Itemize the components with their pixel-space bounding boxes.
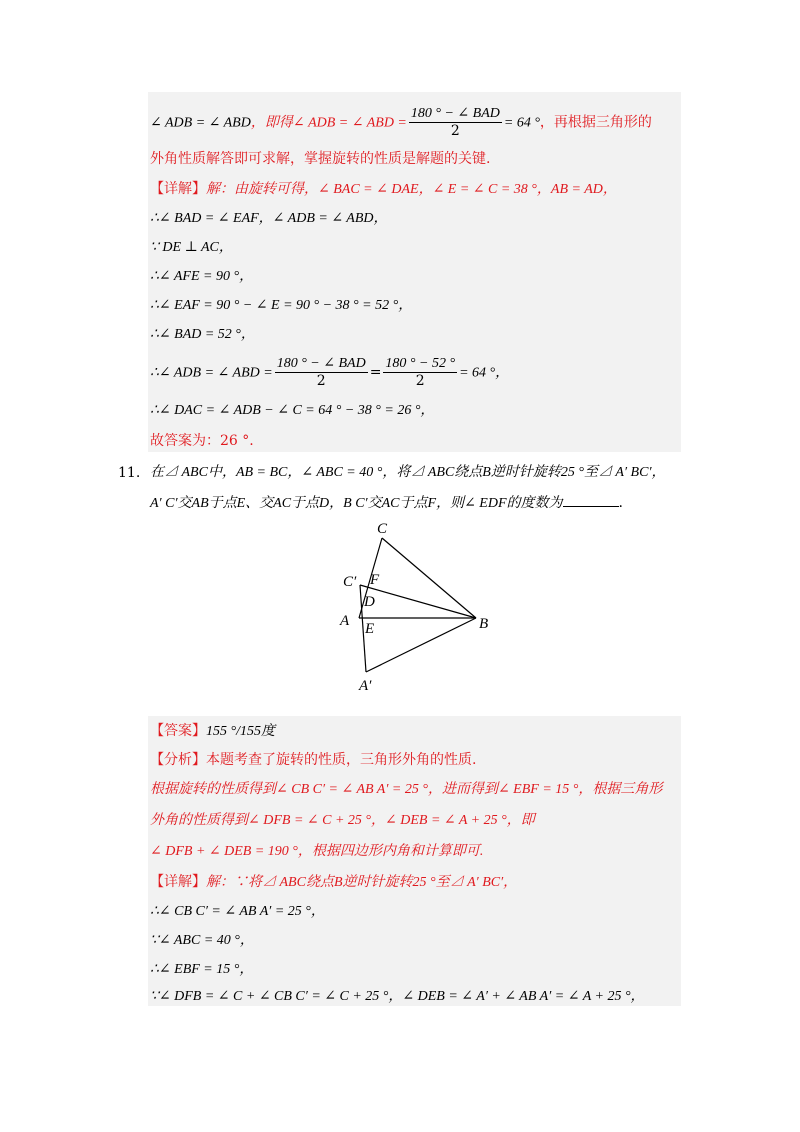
label-D: D <box>364 594 375 610</box>
step-line: ∴∠ DAC = ∠ ADB − ∠ C = 64 ° − 38 ° = 26 °， <box>150 403 435 418</box>
step-line: ∴∠ EAF = 90 ° − ∠ E = 90 ° − 38 ° = 52 °， <box>150 298 413 313</box>
step-line: ∴∠ CB C′ = ∠ AB A′ = 25 °， <box>150 904 325 919</box>
detail-tag: 【详解】 <box>150 181 206 197</box>
equation: = 64 °， <box>459 365 510 381</box>
step-line: ∵∠ ABC = 40 °， <box>150 933 254 948</box>
fraction-numerator: 180 ° − 52 ° <box>385 356 456 371</box>
analysis-text: 本题考查了旋转的性质，三角形外角的性质. <box>206 752 477 768</box>
label-A-prime: A′ <box>359 678 372 690</box>
label-C: C <box>377 521 388 537</box>
fraction-denominator: 2 <box>316 373 326 389</box>
step-line: ∵ DE ⊥ AC， <box>150 240 233 255</box>
question-line-2 <box>150 494 623 513</box>
segment-CB <box>382 538 476 618</box>
answer-line: 故答案为：26 °. <box>150 433 254 449</box>
question-text: A′ C′交AB于点E、交AC于点D，B C′交AC于点F，则∠ EDF的度数为 <box>150 496 563 511</box>
equation: ∴∠ ADB = ∠ ABD = <box>150 365 273 381</box>
fraction-denominator: 2 <box>415 373 425 389</box>
question-number: 11. <box>118 465 141 481</box>
analysis-line: 根据旋转的性质得到∠ CB C′ = ∠ AB A′ = 25 °，进而得到∠ EBF = 15 °，根据三角形 <box>150 782 663 797</box>
label-E: E <box>365 621 375 637</box>
label-F: F <box>370 572 380 588</box>
answer-line <box>150 722 275 741</box>
equation: = 64 ° <box>503 115 540 131</box>
answer-text: 155 °/155度 <box>206 724 275 739</box>
detail-text: 解：由旋转可得，∠ BAC = ∠ DAE，∠ E = ∠ C = 38 °，AB = AD， <box>206 182 617 197</box>
analysis-tag: 【分析】 <box>150 752 206 768</box>
analysis-text: ，再根据三角形的 <box>539 114 652 131</box>
segment-A'B <box>366 618 476 672</box>
step-line: ∴∠ AFE = 90 °， <box>150 269 254 284</box>
geometry-figure <box>330 520 510 690</box>
analysis-line: ∠ DFB + ∠ DEB = 190 °，根据四边形内角和计算即可. <box>150 844 484 859</box>
analysis-line <box>150 751 476 769</box>
fraction-numerator: 180 ° − ∠ BAD <box>410 106 500 121</box>
fraction-denominator: 2 <box>450 123 460 139</box>
label-C-prime: C′ <box>343 574 357 590</box>
equation: ，即得∠ ADB = ∠ ABD = <box>250 115 407 131</box>
detail-tag: 【详解】 <box>150 874 206 890</box>
fraction <box>275 356 368 389</box>
question-period: . <box>618 495 623 511</box>
step-line: ∴∠ EBF = 15 °， <box>150 962 254 977</box>
label-B: B <box>479 616 489 632</box>
step-line: ∴∠ ADB = ∠ ABD = $\frac{\text{180 ° − ∠ BAD}}{2}$ = $\frac{180 ^\circ - 52 ^\circ}{2}$ = 64 °， <box>150 356 510 389</box>
answer-tag: 【答案】 <box>150 723 206 739</box>
analysis-line-1 <box>150 106 652 139</box>
answer-blank <box>563 494 619 507</box>
segment-C'B <box>360 585 476 618</box>
step-line: ∴∠ BAD = 52 °， <box>150 327 255 342</box>
detail-line <box>150 873 517 892</box>
detail-text: 解：∵将⊿ ABC绕点B逆时针旋转25 °至⊿ A′ BC′， <box>206 875 518 890</box>
fraction-numerator: 180 ° − ∠ BAD <box>276 356 366 371</box>
fraction <box>383 356 457 389</box>
step-line: ∵∠ DFB = ∠ C + ∠ CB C′ = ∠ C + 25 °，∠ DEB = ∠ A′ + ∠ AB A′ = ∠ A + 25 °， <box>150 989 645 1004</box>
analysis-line: 外角的性质得到∠ DFB = ∠ C + 25 °，∠ DEB = ∠ A + 25 °，即 <box>150 813 535 828</box>
detail-line <box>150 180 617 199</box>
fraction <box>409 106 502 139</box>
analysis-line-2: 外角性质解答即可求解，掌握旋转的性质是解题的关键. <box>150 151 491 167</box>
equation: ∠ ADB = ∠ ABD <box>150 115 251 131</box>
step-line: ∴∠ BAD = ∠ EAF，∠ ADB = ∠ ABD， <box>150 211 388 226</box>
label-A: A <box>340 613 350 629</box>
question-line-1: 在⊿ ABC中，AB = BC，∠ ABC = 40 °，将⊿ ABC绕点B逆时针旋转25 °至⊿ A′ BC′， <box>150 465 666 480</box>
